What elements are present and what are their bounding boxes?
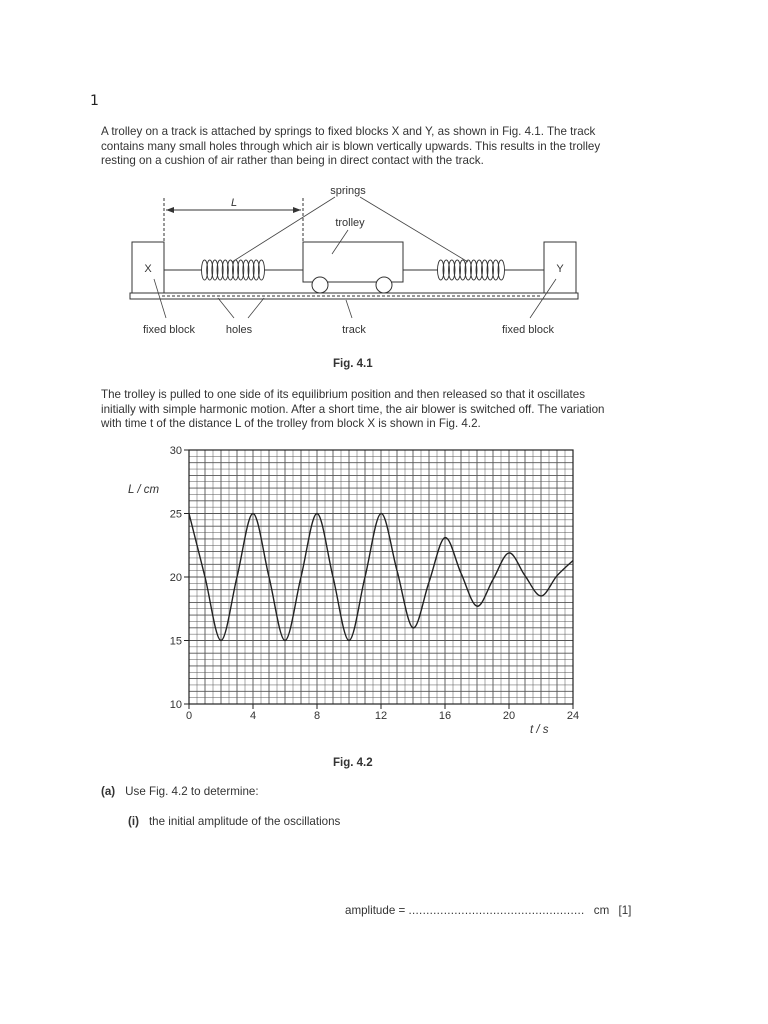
description-line: The trolley is pulled to one side of its equilibrium position and then released so that it oscillates xyxy=(101,388,585,401)
x-tick-label: 0 xyxy=(185,710,193,722)
trolley-label: trolley xyxy=(335,217,365,229)
fig-4-1-caption: Fig. 4.1 xyxy=(333,358,373,370)
answer-line xyxy=(345,904,631,917)
intro-line: A trolley on a track is attached by springs to fixed blocks X and Y, as shown in Fig. 4.1. The track xyxy=(101,125,596,138)
block-x-label: X xyxy=(144,263,152,275)
springs-label: springs xyxy=(330,185,366,197)
fig-4-2-caption: Fig. 4.2 xyxy=(333,757,373,769)
x-tick-label: 12 xyxy=(374,710,388,722)
x-tick-label: 4 xyxy=(249,710,257,722)
part-i-label: (i) xyxy=(128,815,139,828)
x-tick-label: 16 xyxy=(438,710,452,722)
answer-unit: cm xyxy=(593,904,610,917)
block-y-label: Y xyxy=(556,263,564,275)
answer-marks: [1] xyxy=(618,904,632,917)
y-tick-label: 10 xyxy=(169,699,182,711)
description-line: with time t of the distance L of the trolley from block X is shown in Fig. 4.2. xyxy=(101,417,481,431)
intro-line: contains many small holes through which air is blown vertically upwards. This results in the trolley xyxy=(101,139,601,153)
part-i-text: the initial amplitude of the oscillations xyxy=(148,815,341,828)
y-tick-label: 20 xyxy=(169,572,182,584)
question-number: 1 xyxy=(90,93,99,109)
x-tick-label: 24 xyxy=(566,710,580,722)
y-tick-label: 25 xyxy=(169,508,182,521)
l-label: L xyxy=(230,197,238,209)
intro-line: resting on a cushion of air rather than being in direct contact with the track. xyxy=(101,154,484,168)
fixed-block-left-label: fixed block xyxy=(143,324,195,336)
part-i xyxy=(128,815,340,828)
part-a-text: Use Fig. 4.2 to determine: xyxy=(125,785,259,798)
part-a xyxy=(101,785,259,798)
answer-prefix: amplitude = xyxy=(345,904,409,917)
description-line: initially with simple harmonic motion. After a short time, the air blower is switched off. The variation xyxy=(101,402,605,416)
fixed-block-right-label: fixed block xyxy=(502,324,554,336)
y-axis-label: L / cm xyxy=(128,484,160,496)
x-tick-label: 8 xyxy=(313,710,321,722)
track-label: track xyxy=(342,324,366,336)
y-tick-label: 15 xyxy=(169,635,182,648)
x-axis-label: t / s xyxy=(530,724,549,736)
y-tick-label: 30 xyxy=(169,445,182,457)
part-a-label: (a) xyxy=(101,785,116,798)
chart-grid xyxy=(189,450,573,704)
answer-dots[interactable]: .................................................. xyxy=(408,904,585,917)
holes-label: holes xyxy=(225,324,253,336)
x-tick-label: 20 xyxy=(502,710,516,722)
